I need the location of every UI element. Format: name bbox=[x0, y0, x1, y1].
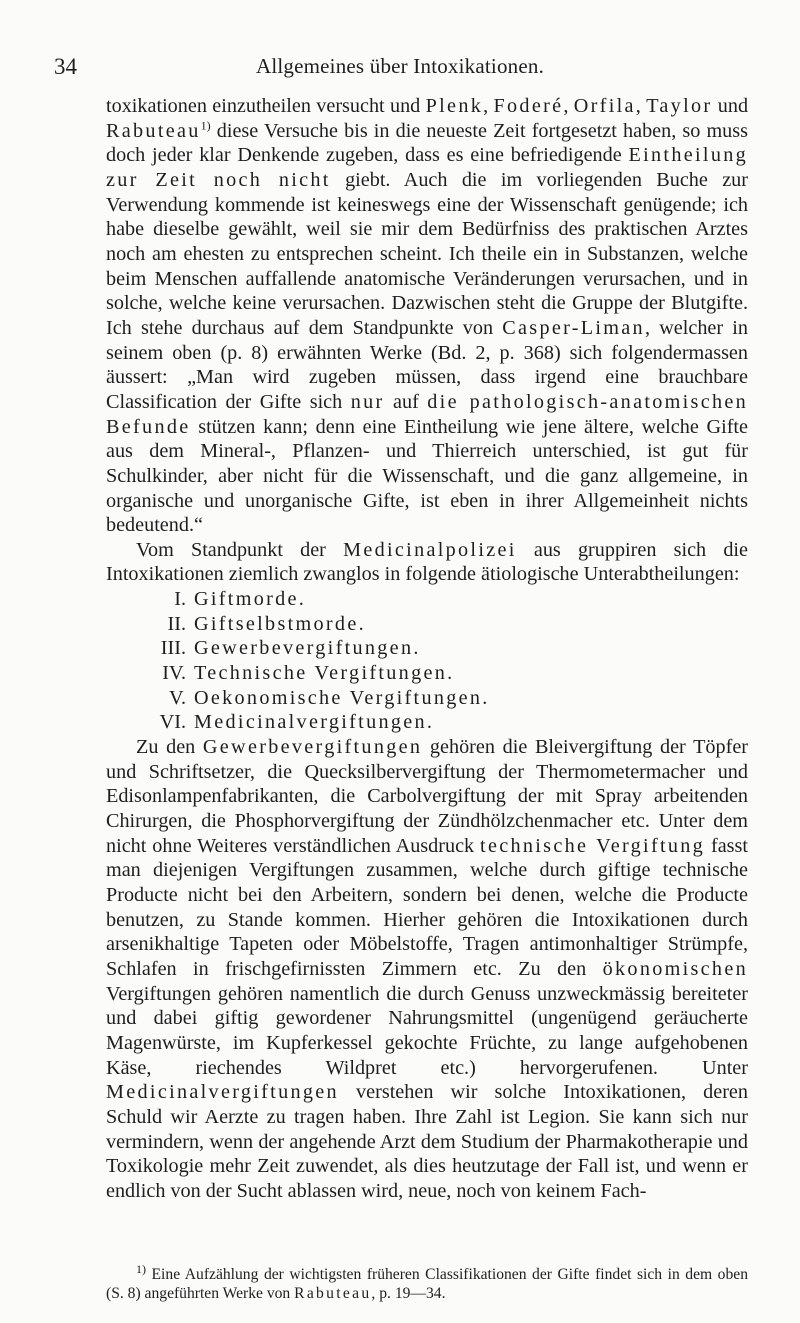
author-name: Casper-Liman bbox=[502, 316, 645, 339]
page-number: 34 bbox=[54, 54, 77, 79]
list-number: V. bbox=[168, 686, 186, 709]
main-text bbox=[106, 94, 748, 1204]
paragraph-classification: Vom Standpunkt der Medicinalpolizei aus gruppiren sich die Intoxikationen ziemlich zwanglos in folgende ätiologische Unterabtheilungen: bbox=[106, 538, 749, 586]
page-header bbox=[0, 54, 800, 84]
list-item bbox=[106, 636, 748, 661]
paragraph-details: Zu den Gewerbevergiftungen gehören die Bleivergiftung der Töpfer und Schriftsetzer, die Quecksilbervergiftung der Thermometermacher und Edisonlampenfabrikanten, die Carbolvergiftung der mit Spray arbeitenden Chirurgen, die Phosphorvergiftung der Zündhölzchenmacher etc. Unter dem nicht ohne Weiteres verständlichen Ausdruck technische Vergiftung fasst man diejenigen Vergiftungen zusammen, welche durch giftige technische Producte nicht bei den Arbeitern, sondern bei denen, welche die Producte benutzen, zu Stande kommen. Hierher gehören die Intoxikationen durch arsenikhaltige Tapeten oder Möbelstoffe, Tragen antimonhaltiger Strümpfe, Schlafen in frischgefirnissten Zimmern etc. Zu den ökonomischen Vergiftungen gehören namentlich die durch Genuss unzweckmässig bereiteter und dabei giftig gewordener Nahrungsmittel (ungenügend geräucherte Magenwürste, im Kupferkessel gekochte Früchte, zu lange aufgehobenen Käse, riechendes Wildpret etc.) hervorgerufenen. Unter Medicinalvergiftungen verstehen wir solche Intoxikationen, deren Schuld wir Aerzte zu tragen haben. Ihre Zahl ist Legion. Sie kann sich nur vermindern, wenn der angehende Arzt dem Studium der Pharmakotherapie und Toxikologie mehr Zeit zuwendet, als dies heutzutage der Fall ist, und wenn er endlich von der Sucht ablassen wird, neue, noch von keinem Fach- bbox=[106, 736, 748, 1202]
list-item bbox=[106, 587, 748, 612]
list-label: Giftmorde. bbox=[194, 588, 307, 611]
list-item bbox=[106, 686, 748, 711]
footnote-reference: 1) bbox=[200, 117, 211, 132]
author-name: Rabuteau bbox=[294, 1285, 372, 1302]
emphasis-text: nur bbox=[350, 390, 385, 413]
category-list bbox=[106, 587, 748, 735]
footnote-marker: 1) bbox=[136, 1261, 146, 1276]
footnote bbox=[106, 1261, 748, 1303]
author-name: Rabuteau bbox=[106, 119, 201, 142]
list-label: Oekonomische Vergiftungen. bbox=[194, 686, 490, 709]
emphasis-text: die pathologisch-anatomischen Befunde bbox=[106, 390, 749, 438]
emphasis-text: Medicinalvergiftungen bbox=[106, 1081, 339, 1104]
emphasis-text: technische Vergiftung bbox=[480, 834, 706, 857]
author-name: Plenk bbox=[425, 95, 484, 117]
list-label: Technische Vergiftungen. bbox=[194, 662, 455, 685]
list-number: IV. bbox=[162, 662, 186, 685]
emphasis-text: Medicinalpolizei bbox=[343, 538, 517, 561]
emphasis-text: Gewerbevergiftungen bbox=[202, 736, 423, 759]
list-label: Medicinalvergiftungen. bbox=[194, 711, 435, 734]
author-name: Orfila bbox=[573, 95, 636, 117]
paragraph-intro: toxikationen einzutheilen versucht und Plenk, Foderé, Orfila, Taylor und Rabuteau$^{1)}$ diese Versuche bis in die neueste Zeit fortgesetzt haben, so muss doch jeder klar Denkende zugeben, dass es eine befriedigende Eintheilung zur Zeit noch nicht giebt. Auch die im vorliegenden Buche zur Verwendung kommende ist keineswegs eine der Wissenschaft genügende; ich habe dieselbe gewählt, weil sie mir dem Bedürfniss des praktischen Arztes noch am ehesten zu entsprechen scheint. Ich theile ein in Substanzen, welche beim Menschen auffallende anatomische Veränderungen verursachen, und in solche, welche keine verursachen. Dazwischen steht die Gruppe der Blutgifte. Ich stehe durchaus auf dem Standpunkte von Casper-Liman, welcher in seinem oben (p. 8) erwähnten Werke (Bd. 2, p. 368) sich folgendermassen äussert: „Man wird zugeben müssen, dass irgend eine brauchbare Classification der Gifte sich nur auf die pathologisch-anatomischen Befunde stützen kann; denn eine Eintheilung wie jene ältere, welche Gifte aus dem Mineral-, Pflanzen- und Thierreich unterschied, ist gut für Schulkinder, aber nicht für die Wissenschaft, und die ganz allgemeine, in organische und unorganische Gifte, ist eben in ihrer Allgemeinheit nichts bedeutend.“ bbox=[106, 95, 749, 537]
list-number: VI. bbox=[159, 711, 186, 734]
emphasis-text: Eintheilung zur Zeit noch nicht bbox=[106, 144, 748, 191]
list-number: III. bbox=[160, 637, 186, 660]
author-name: Taylor bbox=[646, 95, 713, 117]
list-item bbox=[106, 710, 748, 735]
footnote-text: $^{1)}$ Eine Aufzählung der wichtigsten früheren Classifikationen der Gifte findet sich in dem oben (S. 8) angeführten Werke von Rabuteau, p. 19—34. bbox=[106, 1261, 748, 1302]
list-number: II. bbox=[167, 612, 186, 635]
list-item bbox=[106, 612, 748, 637]
emphasis-text: ökonomischen bbox=[602, 957, 748, 980]
list-item bbox=[106, 661, 748, 686]
author-name: Foderé bbox=[493, 95, 564, 117]
list-label: Gewerbevergiftungen. bbox=[194, 637, 421, 660]
running-title: Allgemeines über Intoxikationen. bbox=[255, 54, 545, 78]
list-number: I. bbox=[174, 588, 186, 611]
list-label: Giftselbstmorde. bbox=[194, 612, 366, 635]
